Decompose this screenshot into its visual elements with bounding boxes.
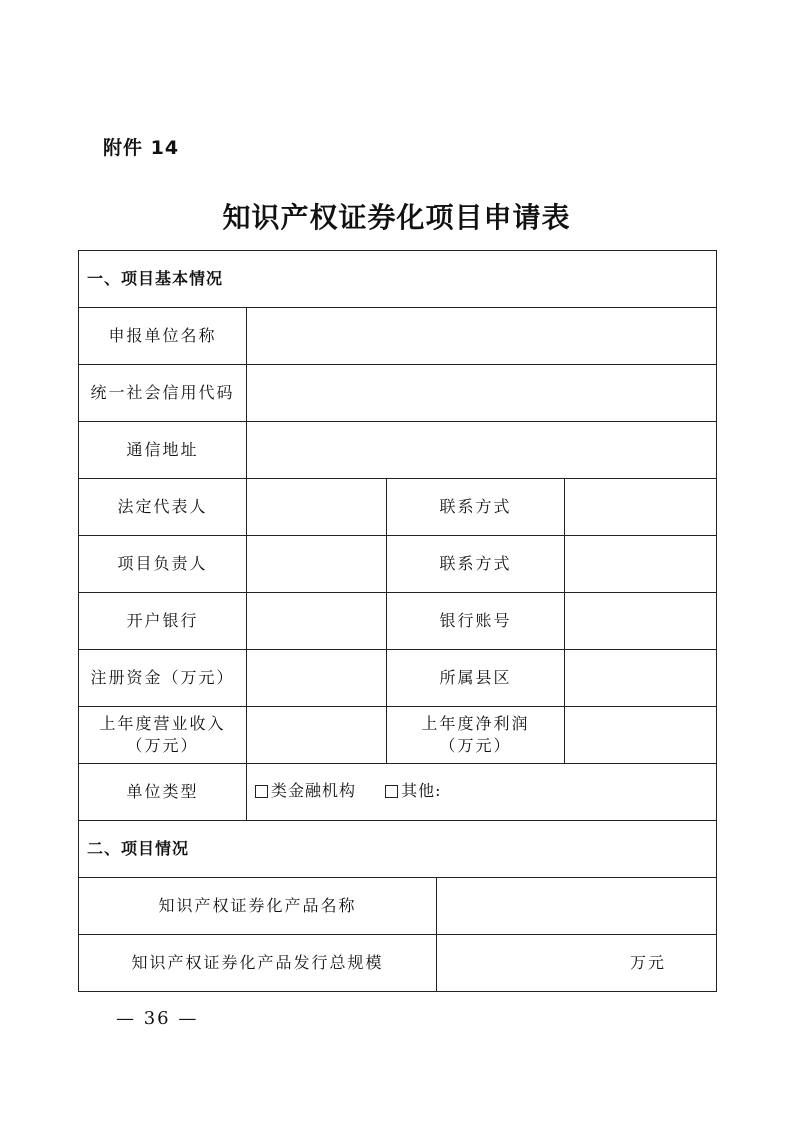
revenue-label bbox=[79, 707, 247, 764]
document-title: 知识产权证券化项目申请表 bbox=[222, 201, 571, 234]
credit-code-row bbox=[79, 365, 717, 422]
unit-type-option-other-label: 其他: bbox=[401, 781, 442, 801]
project-lead-contact-field[interactable] bbox=[565, 536, 717, 593]
revenue-field[interactable] bbox=[247, 707, 387, 764]
unit-type-option-financial-label: 类金融机构 bbox=[271, 781, 357, 801]
address-row bbox=[79, 422, 717, 479]
county-label: 所属县区 bbox=[387, 650, 565, 707]
county-field[interactable] bbox=[565, 650, 717, 707]
project-lead-row bbox=[79, 536, 717, 593]
unit-type-row bbox=[79, 764, 717, 821]
bank-account-label: 银行账号 bbox=[387, 593, 565, 650]
unit-type-option-financial[interactable] bbox=[255, 780, 356, 802]
section-2-heading: 二、项目情况 bbox=[79, 821, 717, 878]
bank-row bbox=[79, 593, 717, 650]
section-1-row bbox=[79, 251, 717, 308]
section-2-row bbox=[79, 821, 717, 878]
legal-rep-field[interactable] bbox=[247, 479, 387, 536]
issuance-scale-field[interactable] bbox=[437, 935, 717, 992]
credit-code-label: 统一社会信用代码 bbox=[79, 365, 247, 422]
project-lead-label: 项目负责人 bbox=[79, 536, 247, 593]
issuance-scale-label: 知识产权证券化产品发行总规模 bbox=[79, 935, 437, 992]
unit-type-option-other[interactable] bbox=[385, 780, 441, 802]
application-form-table bbox=[78, 250, 717, 992]
registered-capital-label: 注册资金（万元） bbox=[79, 650, 247, 707]
issuance-unit: 万元 bbox=[630, 953, 667, 972]
checkbox-icon[interactable] bbox=[255, 785, 268, 798]
registered-capital-field[interactable] bbox=[247, 650, 387, 707]
bank-account-field[interactable] bbox=[565, 593, 717, 650]
legal-rep-contact-field[interactable] bbox=[565, 479, 717, 536]
profit-field[interactable] bbox=[565, 707, 717, 764]
revenue-row bbox=[79, 707, 717, 764]
address-field[interactable] bbox=[247, 422, 717, 479]
attachment-label: 附件 14 bbox=[103, 137, 180, 159]
product-name-label: 知识产权证券化产品名称 bbox=[79, 878, 437, 935]
address-label: 通信地址 bbox=[79, 422, 247, 479]
legal-rep-contact-label: 联系方式 bbox=[387, 479, 565, 536]
project-lead-field[interactable] bbox=[247, 536, 387, 593]
unit-name-row bbox=[79, 308, 717, 365]
checkbox-icon[interactable] bbox=[385, 785, 398, 798]
credit-code-field[interactable] bbox=[247, 365, 717, 422]
project-lead-contact-label: 联系方式 bbox=[387, 536, 565, 593]
legal-rep-row bbox=[79, 479, 717, 536]
unit-type-options bbox=[247, 764, 717, 821]
section-1-heading: 一、项目基本情况 bbox=[79, 251, 717, 308]
capital-row bbox=[79, 650, 717, 707]
product-name-field[interactable] bbox=[437, 878, 717, 935]
legal-rep-label: 法定代表人 bbox=[79, 479, 247, 536]
profit-label bbox=[387, 707, 565, 764]
bank-field[interactable] bbox=[247, 593, 387, 650]
issuance-scale-row bbox=[79, 935, 717, 992]
page-number: — 36 — bbox=[116, 1008, 199, 1029]
unit-type-label: 单位类型 bbox=[79, 764, 247, 821]
unit-name-label: 申报单位名称 bbox=[79, 308, 247, 365]
unit-name-field[interactable] bbox=[247, 308, 717, 365]
profit-label-line1: 上年度净利润 bbox=[421, 714, 530, 733]
profit-label-line2: （万元） bbox=[439, 736, 512, 755]
revenue-label-line2: （万元） bbox=[126, 736, 199, 755]
product-name-row bbox=[79, 878, 717, 935]
bank-label: 开户银行 bbox=[79, 593, 247, 650]
revenue-label-line1: 上年度营业收入 bbox=[99, 714, 226, 733]
